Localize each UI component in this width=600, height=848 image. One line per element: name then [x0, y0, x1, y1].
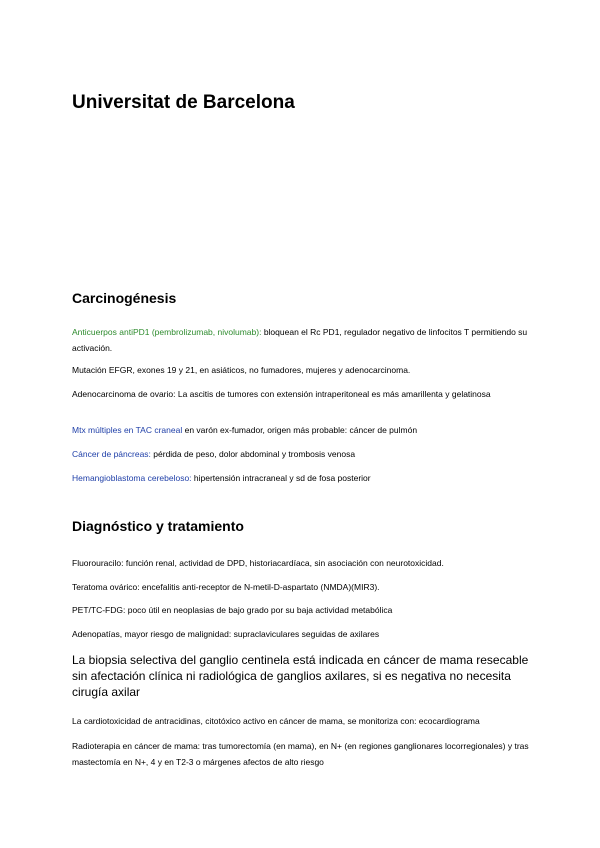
highlight-hemangioblastoma: Hemangioblastoma cerebeloso:	[72, 473, 192, 483]
paragraph-antipd1	[72, 324, 532, 356]
paragraph-hemangioblastoma	[72, 470, 532, 486]
highlight-pancreas: Cáncer de páncreas:	[72, 449, 151, 459]
paragraph-mtx	[72, 422, 532, 438]
paragraph-pet: PET/TC-FDG: poco útil en neoplasias de bajo grado por su baja actividad metabólica	[72, 605, 393, 615]
paragraph-egfr: Mutación EFGR, exones 19 y 21, en asiáticos, no fumadores, mujeres y adenocarcinoma.	[72, 365, 411, 375]
paragraph-mtx-text: en varón ex-fumador, origen más probable: cáncer de pulmón	[182, 425, 418, 435]
page-title: Universitat de Barcelona	[72, 92, 295, 113]
paragraph-pancreas-text: pérdida de peso, dolor abdominal y trombosis venosa	[150, 449, 356, 459]
paragraph-teratoma: Teratoma ovárico: encefalitis anti-receptor de N-metil-D-aspartato (NMDA)(MIR3).	[72, 582, 380, 592]
paragraph-adenopatias: Adenopatías, mayor riesgo de malignidad: supraclaviculares seguidas de axilares	[72, 629, 380, 639]
paragraph-ovario: Adenocarcinoma de ovario: La ascitis de tumores con extensión intraperitoneal es más amarillenta y gelatinosa	[72, 389, 491, 399]
paragraph-antipd1-text: bloquean el Rc PD1, regulador negativo de linfocitos T permitiendo su activación.	[72, 327, 528, 353]
paragraph-radioterapia: Radioterapia en cáncer de mama: tras tumorectomía (en mama), en N+ (en regiones ganglionares locorregionales) y tras mastectomía en N+, 4 y en T2-3 o márgenes afectos de alto riesgo	[72, 741, 529, 767]
highlight-mtx: Mtx múltiples en TAC craneal	[72, 425, 183, 435]
highlight-antipd1: Anticuerpos antiPD1 (pembrolizumab, nivolumab):	[72, 327, 262, 337]
paragraph-hemangioblastoma-text: hipertensión intracraneal y sd de fosa posterior	[191, 473, 371, 483]
paragraph-fluorouracilo: Fluorouracilo: función renal, actividad de DPD, historiacardíaca, sin asociación con neurotoxicidad.	[72, 558, 444, 568]
section-heading-carcinogenesis: Carcinogénesis	[72, 290, 177, 306]
section-heading-diagnostico: Diagnóstico y tratamiento	[72, 518, 244, 534]
paragraph-cardiotoxicidad: La cardiotoxicidad de antracidinas, citotóxico activo en cáncer de mama, se monitoriza con: ecocardiograma	[72, 716, 480, 726]
paragraph-biopsia: La biopsia selectiva del ganglio centinela está indicada en cáncer de mama resecable sin afectación clínica ni radiológica de ganglios axilares, si es negativa no necesita cirugía axilar	[72, 653, 529, 699]
paragraph-pancreas	[72, 446, 532, 462]
